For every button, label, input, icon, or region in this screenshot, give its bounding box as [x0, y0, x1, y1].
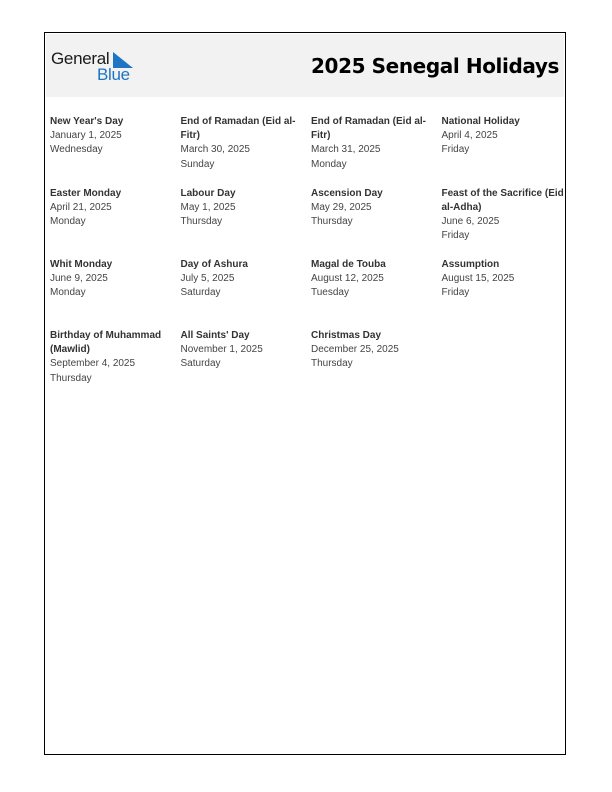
holiday-date: January 1, 2025 — [50, 130, 122, 142]
holiday-date: May 1, 2025 — [180, 201, 236, 213]
holiday-weekday: Sunday — [180, 158, 215, 170]
holiday-weekday: Monday — [50, 215, 86, 227]
holiday-item — [311, 258, 437, 301]
holiday-name: Ascension Day — [311, 187, 383, 199]
holiday-date: July 5, 2025 — [180, 273, 235, 285]
holiday-date: August 12, 2025 — [311, 273, 384, 285]
holiday-item — [181, 187, 307, 230]
holiday-weekday: Thursday — [311, 215, 353, 227]
holiday-item — [181, 329, 307, 372]
holiday-name: Feast of the Sacrifice (Eid al-Adha) — [441, 187, 564, 213]
holiday-date: March 31, 2025 — [311, 144, 381, 156]
holiday-item — [311, 187, 437, 230]
holiday-item — [50, 258, 176, 301]
holiday-weekday: Thursday — [311, 358, 353, 370]
holiday-item — [311, 329, 437, 372]
holiday-name: End of Ramadan (Eid al-Fitr) — [311, 116, 427, 142]
holiday-weekday: Thursday — [180, 215, 223, 227]
holiday-name: Easter Monday — [50, 187, 122, 199]
logo — [51, 49, 141, 85]
holiday-weekday: Tuesday — [311, 287, 349, 299]
holiday-item — [181, 258, 307, 301]
holiday-date: May 29, 2025 — [311, 201, 372, 213]
holiday-name: Labour Day — [180, 187, 236, 199]
logo-blue-text: Blue — [97, 65, 130, 84]
holiday-date: March 30, 2025 — [180, 144, 250, 156]
holiday-weekday: Saturday — [180, 358, 221, 370]
holiday-name: Christmas Day — [311, 330, 382, 341]
holiday-date: September 4, 2025 — [50, 358, 136, 370]
holiday-weekday: Thursday — [50, 372, 92, 384]
page-frame — [44, 32, 566, 755]
holiday-weekday: Friday — [441, 230, 470, 242]
holiday-item — [50, 115, 176, 158]
holiday-weekday: Friday — [441, 144, 470, 156]
holiday-name: Assumption — [441, 259, 500, 270]
holiday-name: Magal de Touba — [311, 259, 386, 270]
holiday-weekday: Friday — [441, 287, 470, 299]
holiday-item — [181, 115, 307, 172]
holiday-date: April 21, 2025 — [50, 201, 112, 213]
page-title: 2025 Senegal Holidays — [311, 54, 559, 78]
holiday-name: National Holiday — [441, 116, 520, 127]
holiday-date: June 9, 2025 — [50, 273, 108, 285]
holiday-item — [442, 115, 568, 158]
header — [46, 34, 564, 97]
holiday-weekday: Monday — [311, 158, 347, 170]
holiday-name: End of Ramadan (Eid al-Fitr) — [180, 116, 296, 142]
holiday-weekday: Wednesday — [50, 144, 103, 156]
holiday-name: Whit Monday — [50, 259, 113, 270]
holiday-date: April 4, 2025 — [441, 130, 498, 142]
holiday-item — [50, 329, 176, 386]
holiday-item — [50, 187, 176, 230]
holiday-date: June 6, 2025 — [441, 215, 500, 227]
holiday-name: All Saints' Day — [180, 330, 250, 341]
holiday-name: Birthday of Muhammad (Mawlid) — [50, 330, 162, 356]
holiday-name: New Year's Day — [50, 116, 124, 127]
holiday-item — [442, 187, 568, 244]
holiday-date: November 1, 2025 — [180, 344, 263, 356]
holiday-item — [442, 258, 568, 301]
holiday-weekday: Saturday — [180, 287, 221, 299]
holiday-weekday: Monday — [50, 287, 86, 299]
holiday-item — [311, 115, 437, 172]
holiday-date: December 25, 2025 — [311, 344, 399, 356]
holiday-name: Day of Ashura — [180, 259, 248, 270]
holiday-date: August 15, 2025 — [441, 273, 515, 285]
logo-general-text: General — [51, 49, 110, 68]
